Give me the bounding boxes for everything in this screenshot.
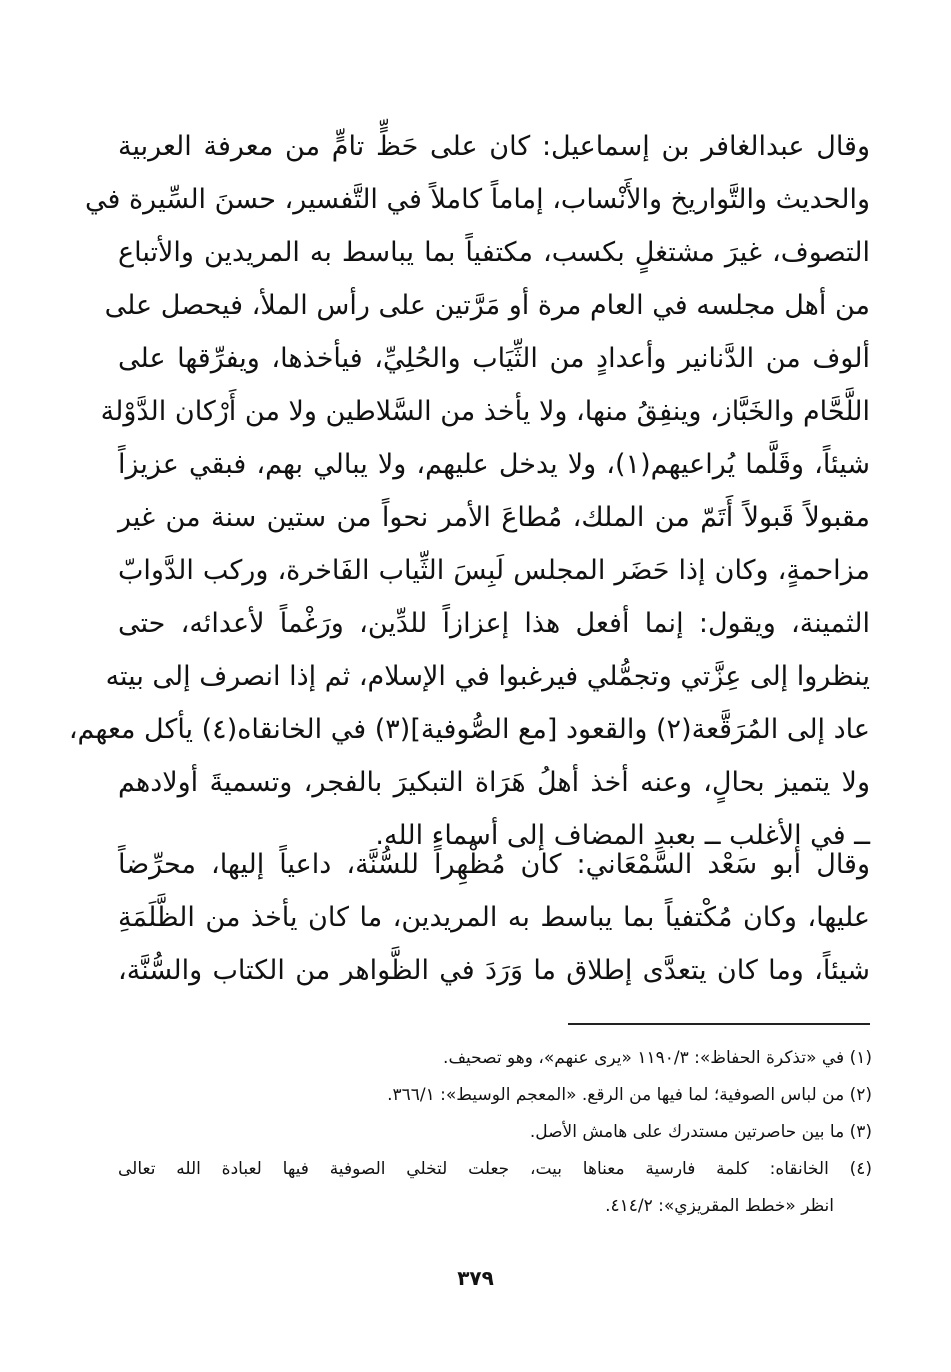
text-line: شيئاً، وقَلَّما يُراعيهم(١)، ولا يدخل عليهم، ولا يبالي بهم، فبقي عزيزاً — [118, 449, 870, 480]
text-line: عاد إلى المُرَقَّعة(٢) والقعود [مع الصُّوفية](٣) في الخانقاه(٤) يأكل معهم، — [68, 714, 870, 745]
footnote-2: (٢) من لباس الصوفية؛ لما فيها من الرقع. «المعجم الوسيط»: ٣٦٦/١. — [387, 1085, 872, 1105]
text-line: ــ في الأغلب ــ بعبدِ المضاف إلى أسماء الله. — [375, 820, 870, 851]
text-line: مزاحمةٍ، وكان إذا حَضَر المجلس لَبِسَ الثِّياب الفَاخرة، وركب الدَّوابّ — [118, 555, 870, 586]
footnote-1: (١) في «تذكرة الحفاظ»: ١١٩٠/٣ «يرى عنهم»، وهو تصحيف. — [443, 1048, 872, 1068]
text-line: من أهل مجلسه في العام مرة أو مَرَّتين على رأس الملأ، فيحصل على — [104, 290, 870, 321]
footnotes — [118, 1040, 872, 1225]
text-line: عليها، وكان مُكْتفياً بما يباسط به المريدين، ما كان يأخذ من الظَّلَمَةِ — [118, 902, 870, 933]
text-line: وقال عبدالغافر بن إسماعيل: كان على حَظٍّ تامٍّ من معرفة العربية — [118, 131, 870, 162]
text-line: ألوف من الدَّنانير وأعدادٍ من الثِّيَاب والحُلِيِّ، فيأخذها، ويفرِّقها على — [118, 343, 870, 374]
paragraph-2 — [118, 838, 870, 997]
text-line: وقال أبو سَعْد السَّمْعَاني: كان مُظْهِراً للسُّنَّة، داعياً إليها، محرِّضاً — [118, 849, 870, 880]
footnote-3: (٣) ما بين حاصرتين مستدرك على هامش الأصل. — [529, 1122, 872, 1142]
text-line: ولا يتميز بحالٍ، وعنه أخذ أهلُ هَرَاة التبكيرَ بالفجر، وتسميةَ أولادهم — [118, 767, 870, 798]
paragraph-1 — [68, 120, 870, 862]
footnote-4: (٤) الخانقاه: كلمة فارسية معناها بيت، جعلت لتخلي الصوفية فيها لعبادة الله تعالى — [118, 1159, 872, 1179]
footnote-separator — [568, 1023, 870, 1025]
footnote-4-continuation: انظر «خطط المقريزي»: ٤١٤/٢. — [605, 1196, 834, 1216]
text-line: والحديث والتَّواريخ والأَنْساب، إماماً كاملاً في التَّفسير، حسنَ السِّيرة في — [85, 184, 870, 215]
text-line: شيئاً، وما كان يتعدَّى إطلاق ما وَرَدَ في الظَّواهر من الكتاب والسُّنَّة، — [118, 955, 870, 986]
text-line: ينظروا إلى عِزَّتي وتجمُّلي فيرغبوا في الإسلام، ثم إذا انصرف إلى بيته — [105, 661, 870, 692]
text-line: اللَّحَّام والخَبَّاز، وينفِقُ منها، ولا يأخذ من السَّلاطين ولا من أَرْكان الدَّوْلة — [100, 396, 870, 427]
text-line: الثمينة، ويقول: إنما أفعل هذا إعزازاً للدِّين، ورَغْماً لأعدائه، حتى — [118, 608, 870, 639]
text-line: مقبولاً قَبولاً أَتَمّ من الملك، مُطاعَ الأمر نحواً من ستين سنة من غير — [118, 502, 870, 533]
text-line: التصوف، غيرَ مشتغلٍ بكسب، مكتفياً بما يباسط به المريدين والأتباع — [118, 237, 870, 268]
page-number: ٣٧٩ — [457, 1266, 494, 1290]
